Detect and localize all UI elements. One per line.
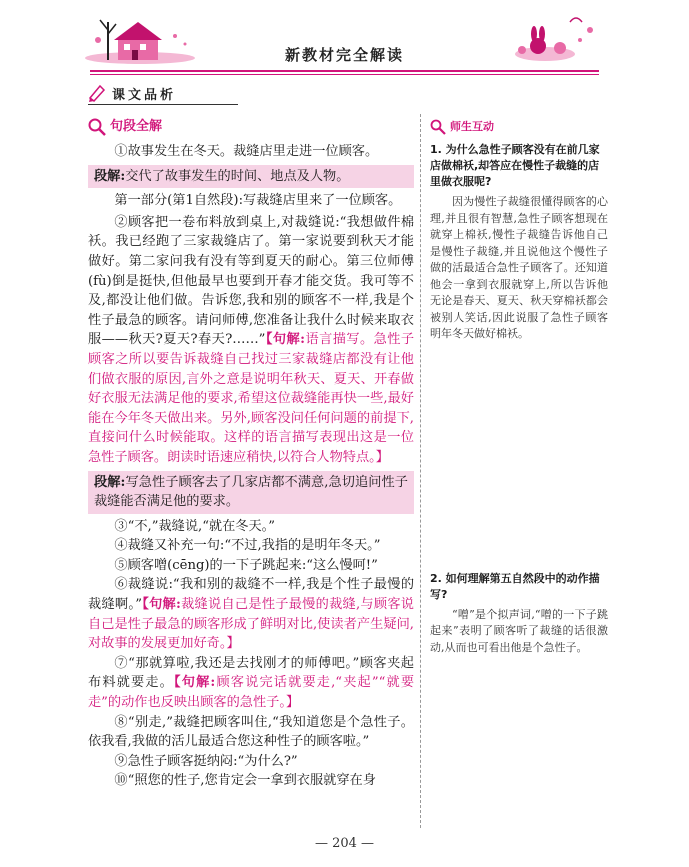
sentence-note-text: 顾客说完话就要走,“夹起”“就要走”的动作也反映出顾客的急性子。】	[88, 675, 415, 711]
part-1-summary: 第一部分(第1自然段):写裁缝店里来了一位顾客。	[114, 193, 402, 209]
sentence-note-label: 【句解:	[174, 675, 216, 691]
answer-1: 因为慢性子裁缝很懂得顾客的心理,并且很有智慧,急性子顾客想现在就穿上棉袄,慢性子裁缝告诉他自己是慢性子裁缝,并且说他这个慢性子做的活最适合急性子顾客了。还知道他会一拿到衣服就穿上,所以告诉他无论是春天、夏天、秋天穿棉袄都会被别人笑话,因此说服了急性子顾客明年冬天做好棉袄。	[430, 195, 608, 340]
paragraph-8: ⑧“别走,”裁缝把顾客叫住,“我知道您是个急性子。依我看,我做的活儿最适合您这种性子的顾客啦。”	[88, 714, 414, 750]
question-2: 2. 如何理解第五自然段中的动作描写?	[430, 571, 600, 601]
main-heading	[88, 116, 414, 138]
analysis-label: 段解:	[94, 474, 126, 490]
sentence-note-label: 【句解:	[265, 332, 305, 348]
paragraph-7	[88, 654, 414, 713]
paragraph-9: ⑨急性子顾客挺纳闷:“为什么?”	[114, 753, 298, 769]
side-column	[430, 116, 608, 656]
header-decoration	[0, 0, 689, 78]
section-tag	[88, 82, 176, 104]
page-number: — 204 —	[314, 836, 375, 851]
page-header	[0, 0, 689, 78]
paragraph-2-analysis	[88, 471, 414, 514]
header-rule	[90, 70, 599, 72]
pencil-icon	[88, 84, 106, 102]
section-tag-label: 课文品析	[112, 87, 177, 103]
paragraph-10: ⑩“照您的性子,您肯定会一拿到衣服就穿在身	[114, 773, 376, 789]
main-heading-label: 句段全解	[110, 119, 163, 135]
paragraph-1-analysis	[88, 165, 414, 189]
sentence-note-label: 【句解:	[141, 597, 181, 613]
header-rule-thin	[90, 74, 599, 75]
sentence-note-text: 语言描写。急性子顾客之所以要告诉裁缝自己找过三家裁缝店都没有让他们做衣服的原因,言外之意是说明年秋天、夏天、开春做好衣服无法满足他的要求,希望这位裁缝能再快一些,最好能在今年冬天做出来。另外,顾客没问任何问题的前提下,直接问什么时候能取。这样的语言描写表现出这是一位急性子顾客。朗读时语速应稍快,以符合人物特点。】	[88, 332, 415, 465]
main-column	[88, 116, 414, 791]
side-spacer	[430, 343, 608, 571]
paragraph-2-text: ②顾客把一卷布料放到桌上,对裁缝说:“我想做件棉袄。我已经跑了三家裁缝店了。第一家说要到秋天才能做好。第二家问我有没有等到夏天的耐心。第三位师傅(fù)倒是挺快,但他最早也要到开春才能交货。我可等不及,都没让他们做。告诉您,我和别的顾客不一样,我是个性子最急的顾客。请问师傅,您准备让我什么时候来取衣服——秋天?夏天?春天?……”	[88, 214, 414, 348]
analysis-text: 交代了故事发生的时间、地点及人物。	[125, 168, 350, 184]
paragraph-4: ④裁缝又补充一句:“不过,我指的是明年冬天。”	[114, 538, 381, 554]
answer-2: “噌”是个拟声词,“噌的一下子跳起来”表明了顾客听了裁缝的话很激动,从而也可看出他是个急性子。	[430, 607, 608, 654]
analysis-text: 写急性子顾客去了几家店都不满意,急切追问性子裁缝能否满足他的要求。	[94, 474, 408, 510]
section-tag-underline	[88, 104, 238, 105]
paragraph-2	[88, 213, 414, 468]
paragraph-5: ⑤顾客噌(cēng)的一下子跳起来:“这么慢呵!”	[114, 557, 378, 573]
column-divider	[420, 114, 421, 828]
paragraph-3: ③“不,”裁缝说,“就在冬天。”	[114, 518, 276, 534]
paragraph-6	[88, 575, 414, 653]
paragraph-7-text: ⑦“那就算啦,我还是去找刚才的师傅吧。”顾客夹起布料就要走。	[88, 655, 414, 691]
question-1: 1. 为什么急性子顾客没有在前几家店做棉袄,却答应在慢性子裁缝的店里做衣服呢?	[430, 143, 600, 188]
analysis-label: 段解:	[94, 168, 126, 184]
sentence-note-text: 裁缝说自己是性子最慢的裁缝,与顾客说自己是性子最急的顾客形成了鲜明对比,使读者产生疑问,对故事的发展更加好奇。】	[88, 597, 414, 652]
paragraph-1: ①故事发生在冬天。裁缝店里走进一位顾客。	[114, 144, 379, 159]
paragraph-6-text: ⑥裁缝说:“我和别的裁缝不一样,我是个性子最慢的裁缝啊。”	[88, 577, 414, 613]
magnifier-icon	[430, 119, 446, 135]
side-heading	[430, 116, 608, 138]
magnifier-icon	[88, 118, 106, 136]
side-heading-label: 师生互动	[450, 119, 494, 133]
book-title: 新教材完全解读	[284, 46, 404, 64]
